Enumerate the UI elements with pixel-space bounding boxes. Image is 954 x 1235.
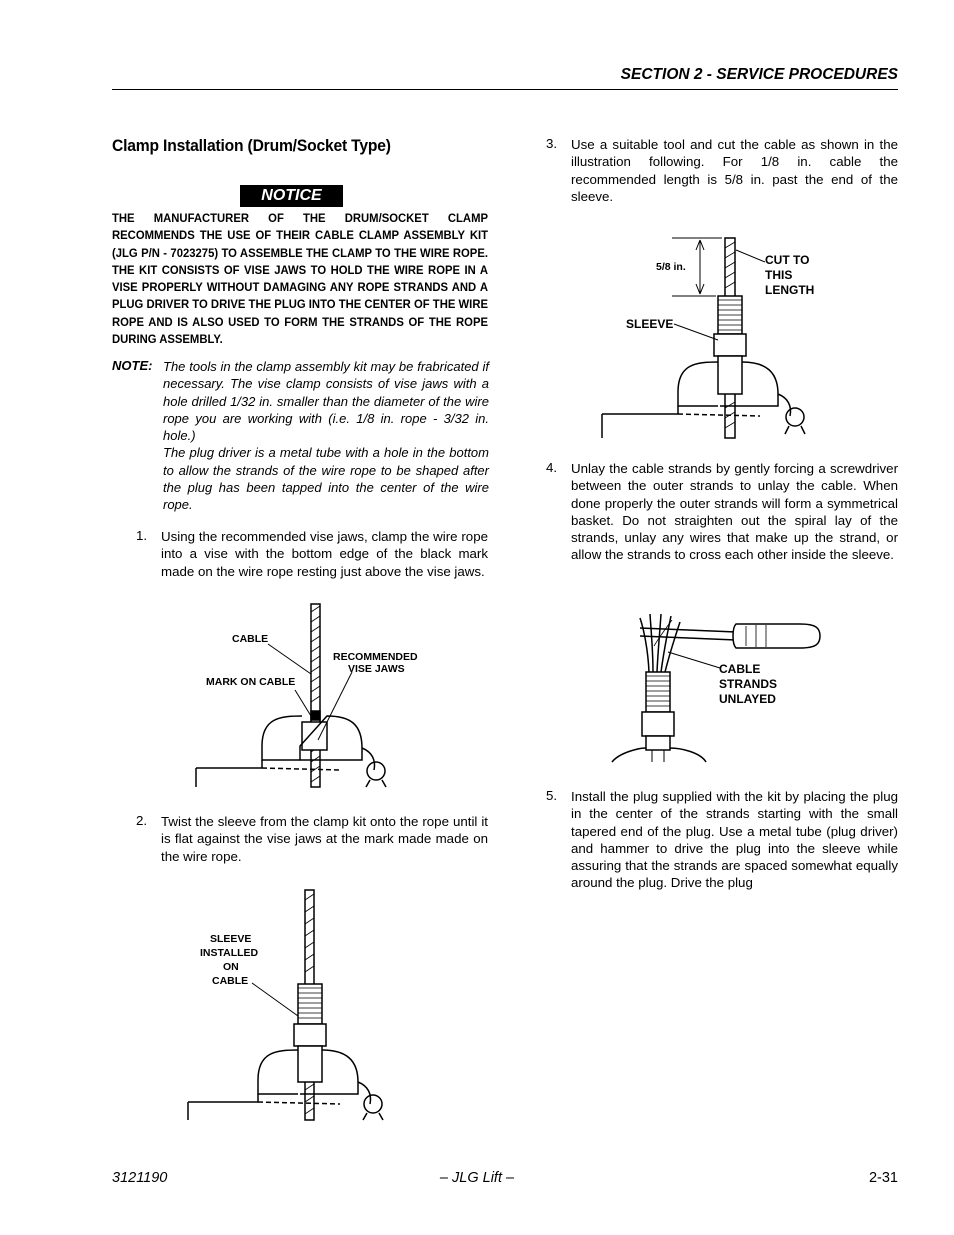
- notice-text: THE MANUFACTURER OF THE DRUM/SOCKET CLAMP RECOMMENDS THE USE OF THEIR CABLE CLAMP ASSEMBLY KIT (JLG P/N - 7023275) TO ASSEMBLE THE CLAMP TO THE WIRE ROPE. THE KIT CONSISTS OF VISE JAWS TO HOLD THE WIRE ROPE IN A VISE PROPERLY WITHOUT DAMAGING ANY ROPE STRANDS AND A PLUG DRIVER TO DRIVE THE PLUG INTO THE CENTER OF THE WIRE ROPE AND IS ALSO USED TO FORM THE STRANDS OF THE ROPE DURING ASSEMBLY.: [112, 211, 488, 347]
- step-4-text: Unlay the cable strands by gently forcing a screwdriver between the outer strands to unlay the cable. When done properly the outer strands will form a symmetrical basket. Do not straighten out the spiral lay of the strands, unlay any wires that make up the strand, or allow the strands to cross each other inside the sleeve.: [571, 461, 898, 563]
- section-heading: Clamp Installation (Drum/Socket Type): [112, 136, 391, 155]
- step-2-number: 2.: [136, 813, 148, 828]
- label-cable-2: CABLE: [212, 975, 249, 987]
- note-paragraph-1: The tools in the clamp assembly kit may be frabricated if necessary. The vise clamp consists of vise jaws with a hole drilled 1/32 in. smaller than the diameter of the wire rope you are working with (i.e. 1/8 in. rope - 3/32 in. hole.): [163, 359, 489, 444]
- label-recommended: RECOMMENDED: [333, 651, 418, 663]
- note-body: [163, 358, 489, 514]
- step-3-number: 3.: [546, 136, 558, 151]
- step-5-number: 5.: [546, 788, 558, 803]
- label-sleeve: SLEEVE: [210, 933, 252, 945]
- step-1-text: Using the recommended vise jaws, clamp the wire rope into a vise with the bottom edge of the black mark made on the wire rope resting just above the vise jaws.: [161, 529, 488, 579]
- label-installed: INSTALLED: [200, 947, 259, 959]
- step-2-text: Twist the sleeve from the clamp kit onto the rope until it is flat against the vise jaws at the mark made made on the wire rope.: [161, 814, 488, 864]
- footer-page-number: 2-31: [868, 1170, 898, 1186]
- section-header: SECTION 2 - SERVICE PROCEDURES: [620, 66, 898, 83]
- step-1-number: 1.: [136, 528, 148, 543]
- label-strands: STRANDS: [719, 677, 778, 691]
- note-paragraph-2: The plug driver is a metal tube with a hole in the bottom to allow the strands of the wire rope to be shaped after the plug has been tapped into the center of the wire rope.: [163, 445, 489, 513]
- label-length: LENGTH: [765, 283, 815, 297]
- step-5-text: Install the plug supplied with the kit by placing the plug in the center of the strands starting with the small tapered end of the plug. Use a metal tube (plug driver) and hammer to drive the plug into the sleeve while assuring that the strands are spaced somewhat equally around the plug. Drive the plug: [571, 789, 898, 891]
- label-cable-4: CABLE: [719, 662, 761, 676]
- notice-badge: NOTICE: [240, 185, 343, 207]
- footer-doc-number: 3121190: [112, 1170, 168, 1186]
- label-unlayed: UNLAYED: [719, 692, 776, 706]
- label-dimension: 5/8 in.: [656, 261, 686, 273]
- footer-center: – JLG Lift –: [439, 1170, 515, 1186]
- header-rule: [112, 89, 898, 90]
- note-label: NOTE:: [112, 358, 153, 373]
- label-cable: CABLE: [232, 633, 269, 645]
- label-cut-to: CUT TO: [765, 253, 810, 267]
- label-sleeve-3: SLEEVE: [626, 317, 674, 331]
- label-on: ON: [223, 961, 239, 973]
- label-this: THIS: [765, 268, 793, 282]
- label-mark-on-cable: MARK ON CABLE: [206, 676, 296, 688]
- step-4-number: 4.: [546, 460, 558, 475]
- step-3-text: Use a suitable tool and cut the cable as shown in the illustration following. For 1/8 in. cable the recommended length is 5/8 in. past the end of the sleeve.: [571, 137, 898, 204]
- label-vise-jaws: VISE JAWS: [348, 663, 405, 675]
